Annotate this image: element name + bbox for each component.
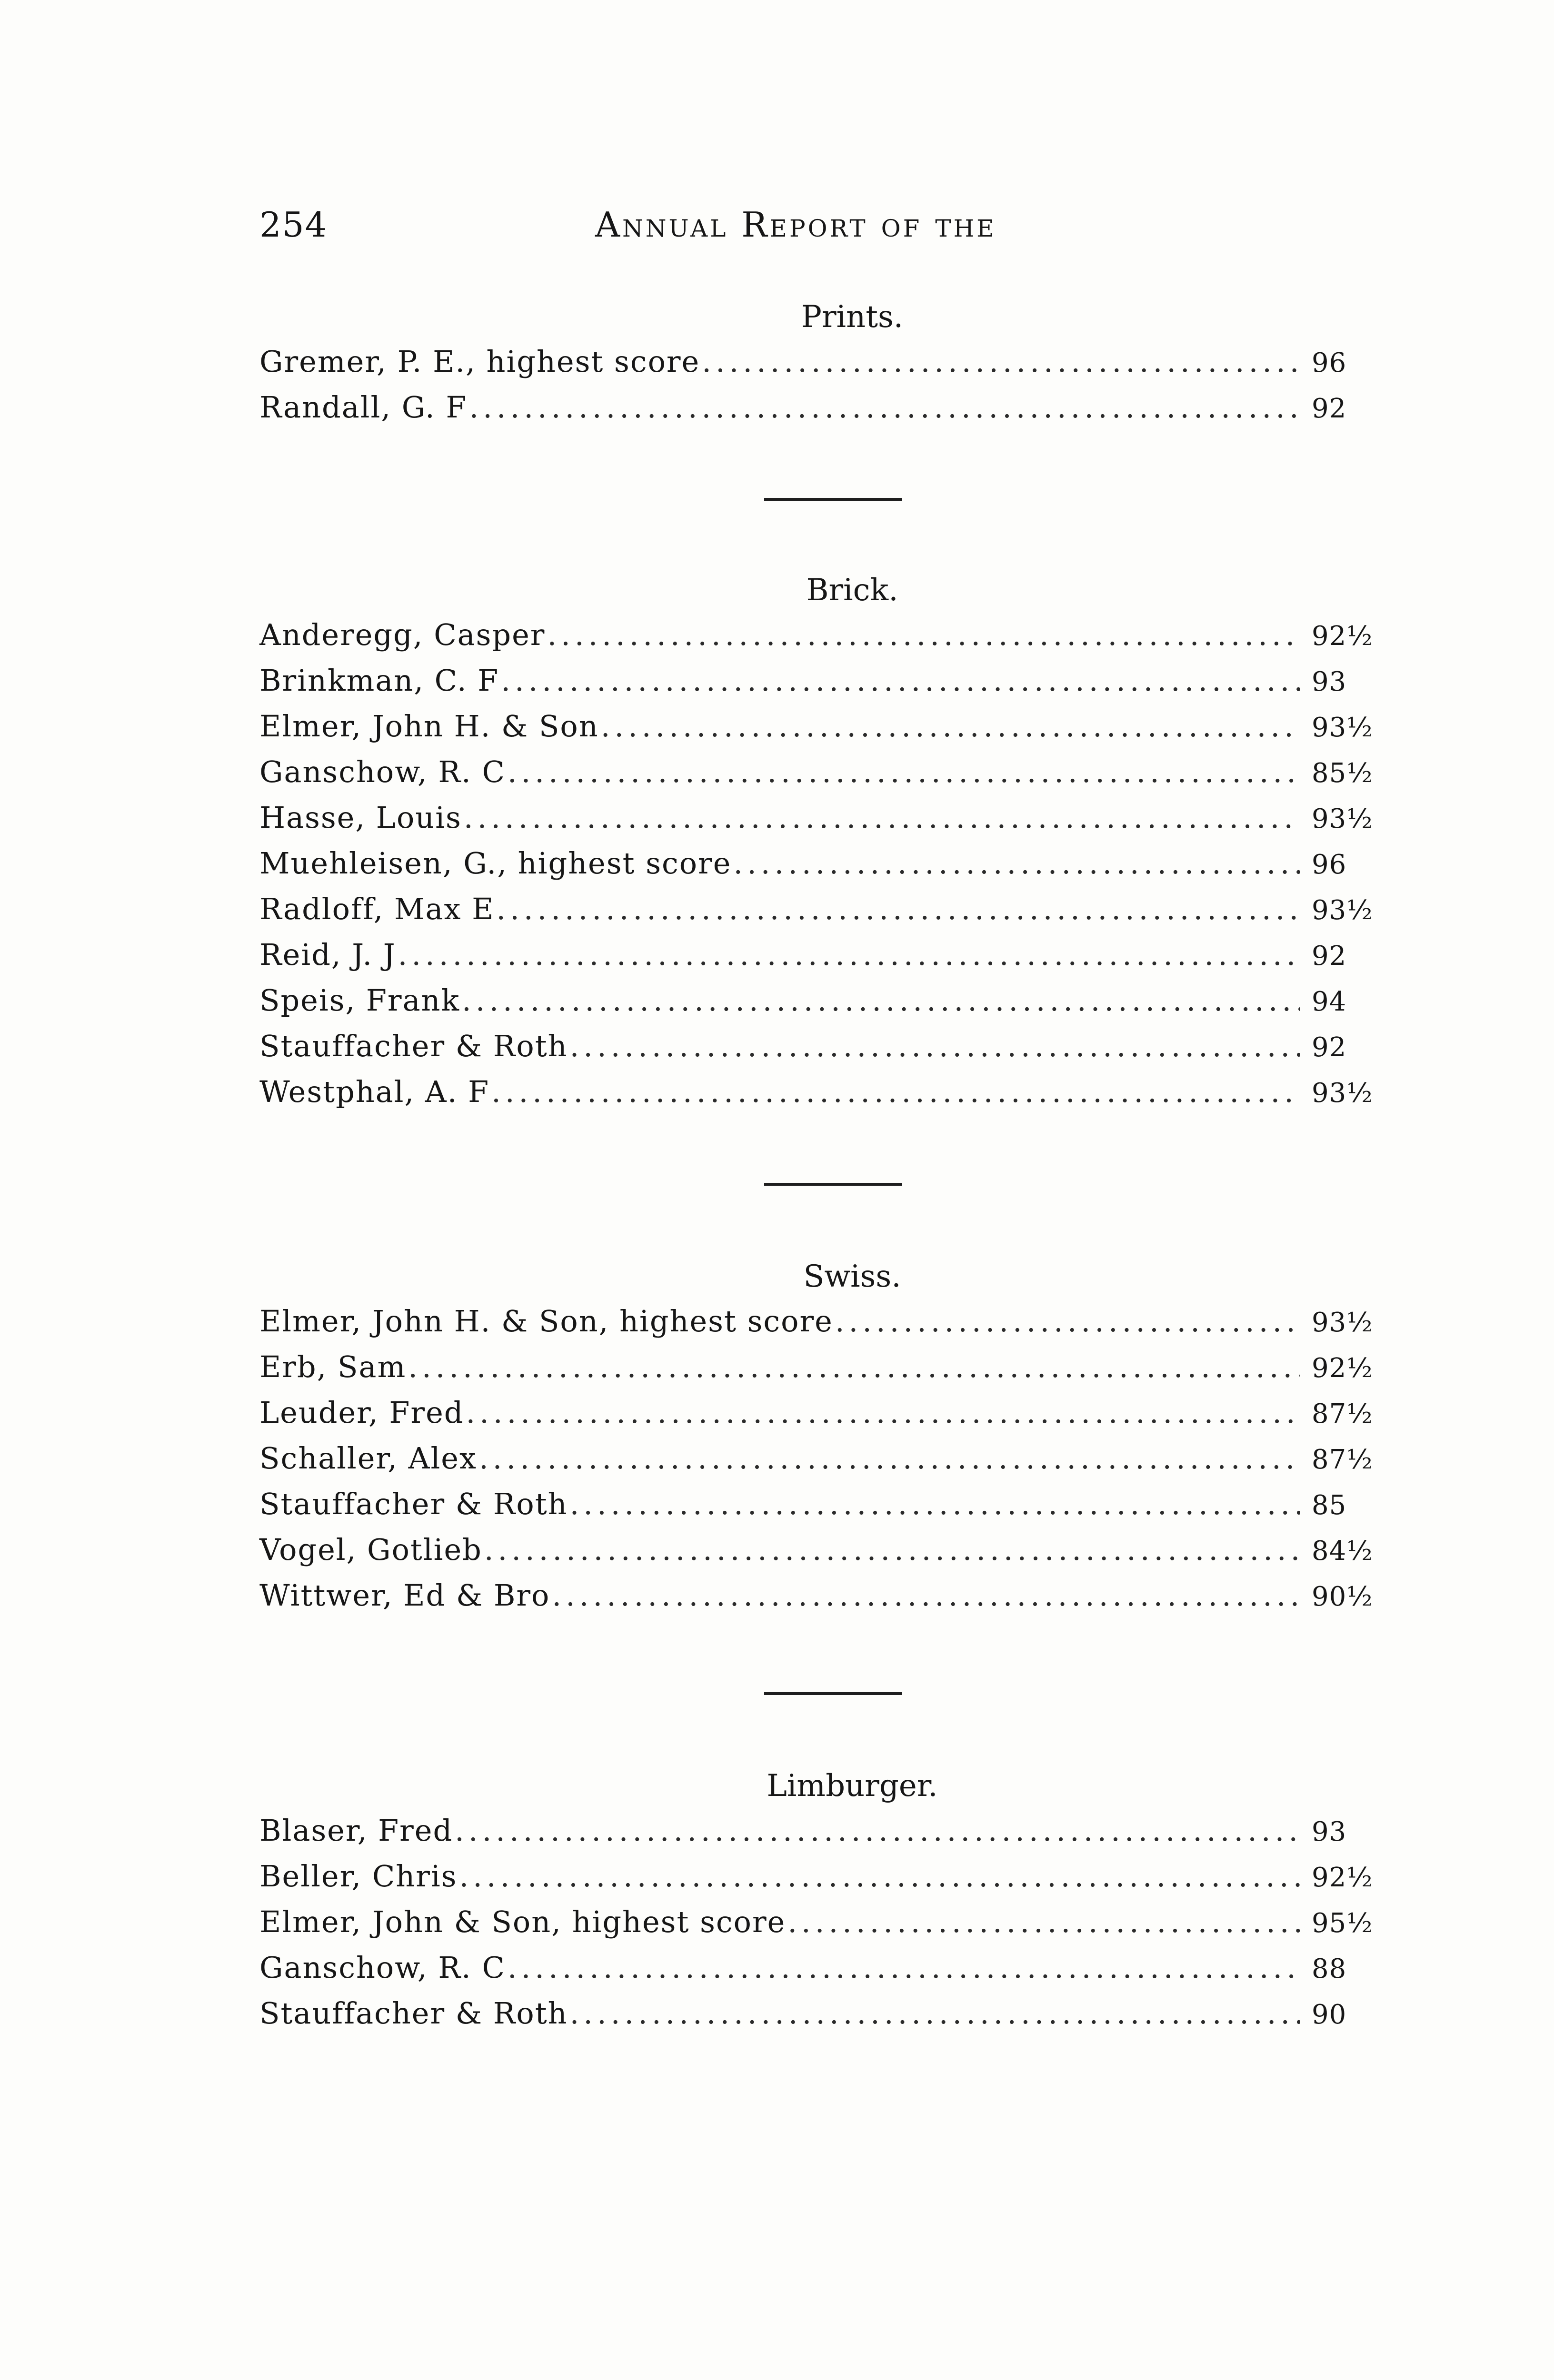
entry-score: 93 <box>1312 666 1347 697</box>
entry-score: 88 <box>1312 1954 1347 1984</box>
dot-leader <box>459 1854 1300 1899</box>
entry-name: Erb, Sam <box>259 1349 407 1384</box>
entry-score: 93½ <box>1312 1078 1373 1109</box>
entry-score: 93½ <box>1312 1307 1373 1338</box>
entry-score: 92 <box>1312 393 1347 424</box>
section-title: Prints. <box>801 299 904 335</box>
entry-name: Elmer, John & Son, highest score <box>259 1904 786 1939</box>
list-item <box>259 1991 1402 2036</box>
section-limburger <box>259 1764 1402 2036</box>
entry-score: 92½ <box>1312 621 1373 652</box>
entry-name: Stauffacher & Roth <box>259 1996 568 2031</box>
list-item <box>259 612 1402 658</box>
entry-name: Schaller, Alex <box>259 1441 477 1476</box>
entry-score: 92 <box>1312 941 1347 972</box>
entry-score: 85 <box>1312 1490 1347 1521</box>
dot-leader <box>835 1299 1300 1344</box>
entry-name: Vogel, Gotlieb <box>259 1532 482 1567</box>
page-header <box>259 205 1402 252</box>
entry-name: Muehleisen, G., highest score <box>259 846 732 881</box>
list-item <box>259 1390 1402 1436</box>
dot-leader <box>501 658 1300 704</box>
section-divider <box>764 1183 902 1186</box>
list-item <box>259 339 1402 385</box>
section-title: Swiss. <box>803 1259 901 1294</box>
entry-name: Gremer, P. E., highest score <box>259 344 700 379</box>
list-item <box>259 1436 1402 1481</box>
entry-score: 85½ <box>1312 758 1373 789</box>
entry-score: 92½ <box>1312 1862 1373 1893</box>
entry-name: Leuder, Fred <box>259 1395 464 1430</box>
entry-name: Brinkman, C. F <box>259 663 499 698</box>
entry-name: Westphal, A. F <box>259 1074 490 1109</box>
dot-leader <box>552 1573 1300 1618</box>
entry-score: 93½ <box>1312 895 1373 926</box>
entry-name: Elmer, John H. & Son, highest score <box>259 1304 833 1339</box>
entry-name: Stauffacher & Roth <box>259 1029 568 1063</box>
list-item <box>259 749 1402 795</box>
dot-leader <box>547 612 1300 658</box>
entry-name: Wittwer, Ed & Bro <box>259 1578 550 1613</box>
dot-leader <box>484 1527 1300 1573</box>
dot-leader <box>508 1945 1300 1991</box>
entry-score: 93½ <box>1312 712 1373 743</box>
dot-leader <box>455 1808 1300 1854</box>
dot-leader <box>702 339 1300 385</box>
entry-name: Beller, Chris <box>259 1859 458 1894</box>
entry-score: 84½ <box>1312 1536 1373 1567</box>
dot-leader <box>408 1344 1300 1390</box>
entry-name: Speis, Frank <box>259 983 460 1018</box>
section-swiss <box>259 1255 1402 1618</box>
dot-leader <box>462 978 1300 1023</box>
section-prints <box>259 295 1402 430</box>
section-brick <box>259 568 1402 1115</box>
dot-leader <box>733 841 1300 886</box>
list-item <box>259 1808 1402 1854</box>
list-item <box>259 886 1402 932</box>
list-item <box>259 978 1402 1023</box>
entry-name: Hasse, Louis <box>259 800 462 835</box>
list-item <box>259 704 1402 749</box>
list-item <box>259 1573 1402 1618</box>
section-divider <box>764 498 902 501</box>
entry-score: 92½ <box>1312 1353 1373 1384</box>
entry-score: 96 <box>1312 347 1347 378</box>
list-item <box>259 1299 1402 1344</box>
list-item <box>259 932 1402 978</box>
dot-leader <box>570 1023 1300 1069</box>
section-divider <box>764 1692 902 1695</box>
list-item <box>259 1854 1402 1899</box>
dot-leader <box>496 886 1300 932</box>
dot-leader <box>469 385 1300 430</box>
dot-leader <box>398 932 1300 978</box>
dot-leader <box>466 1390 1300 1436</box>
entry-score: 90 <box>1312 1999 1347 2030</box>
entry-name: Elmer, John H. & Son <box>259 709 599 744</box>
list-item <box>259 385 1402 430</box>
list-item <box>259 795 1402 841</box>
dot-leader <box>479 1436 1300 1481</box>
list-item <box>259 1023 1402 1069</box>
entry-score: 96 <box>1312 849 1347 880</box>
section-title: Limburger. <box>767 1768 938 1804</box>
dot-leader <box>508 749 1300 795</box>
dot-leader <box>787 1899 1300 1945</box>
section-title: Brick. <box>806 573 898 608</box>
entry-name: Anderegg, Casper <box>259 617 546 652</box>
dot-leader <box>491 1069 1300 1115</box>
entry-name: Blaser, Fred <box>259 1813 453 1848</box>
dot-leader <box>570 1991 1300 2036</box>
entry-score: 94 <box>1312 986 1347 1017</box>
entry-name: Radloff, Max E <box>259 892 495 926</box>
list-item <box>259 1344 1402 1390</box>
list-item <box>259 1899 1402 1945</box>
entry-score: 93½ <box>1312 803 1373 834</box>
entry-score: 93 <box>1312 1816 1347 1847</box>
entry-score: 87½ <box>1312 1444 1373 1475</box>
page-number: 254 <box>259 205 328 245</box>
list-item <box>259 1069 1402 1115</box>
list-item <box>259 1527 1402 1573</box>
entry-score: 95½ <box>1312 1908 1373 1939</box>
entry-name: Randall, G. F <box>259 390 468 425</box>
dot-leader <box>570 1481 1300 1527</box>
entry-name: Ganschow, R. C <box>259 1950 506 1985</box>
entry-score: 92 <box>1312 1032 1347 1063</box>
list-item <box>259 1481 1402 1527</box>
list-item <box>259 658 1402 704</box>
entry-name: Stauffacher & Roth <box>259 1487 568 1521</box>
dot-leader <box>464 795 1300 841</box>
list-item <box>259 1945 1402 1991</box>
dot-leader <box>601 704 1300 749</box>
list-item <box>259 841 1402 886</box>
entry-score: 87½ <box>1312 1398 1373 1429</box>
entry-score: 90½ <box>1312 1581 1373 1612</box>
entry-name: Ganschow, R. C <box>259 754 506 789</box>
running-title: Annual Report of the <box>595 205 996 245</box>
entry-name: Reid, J. J <box>259 937 396 972</box>
